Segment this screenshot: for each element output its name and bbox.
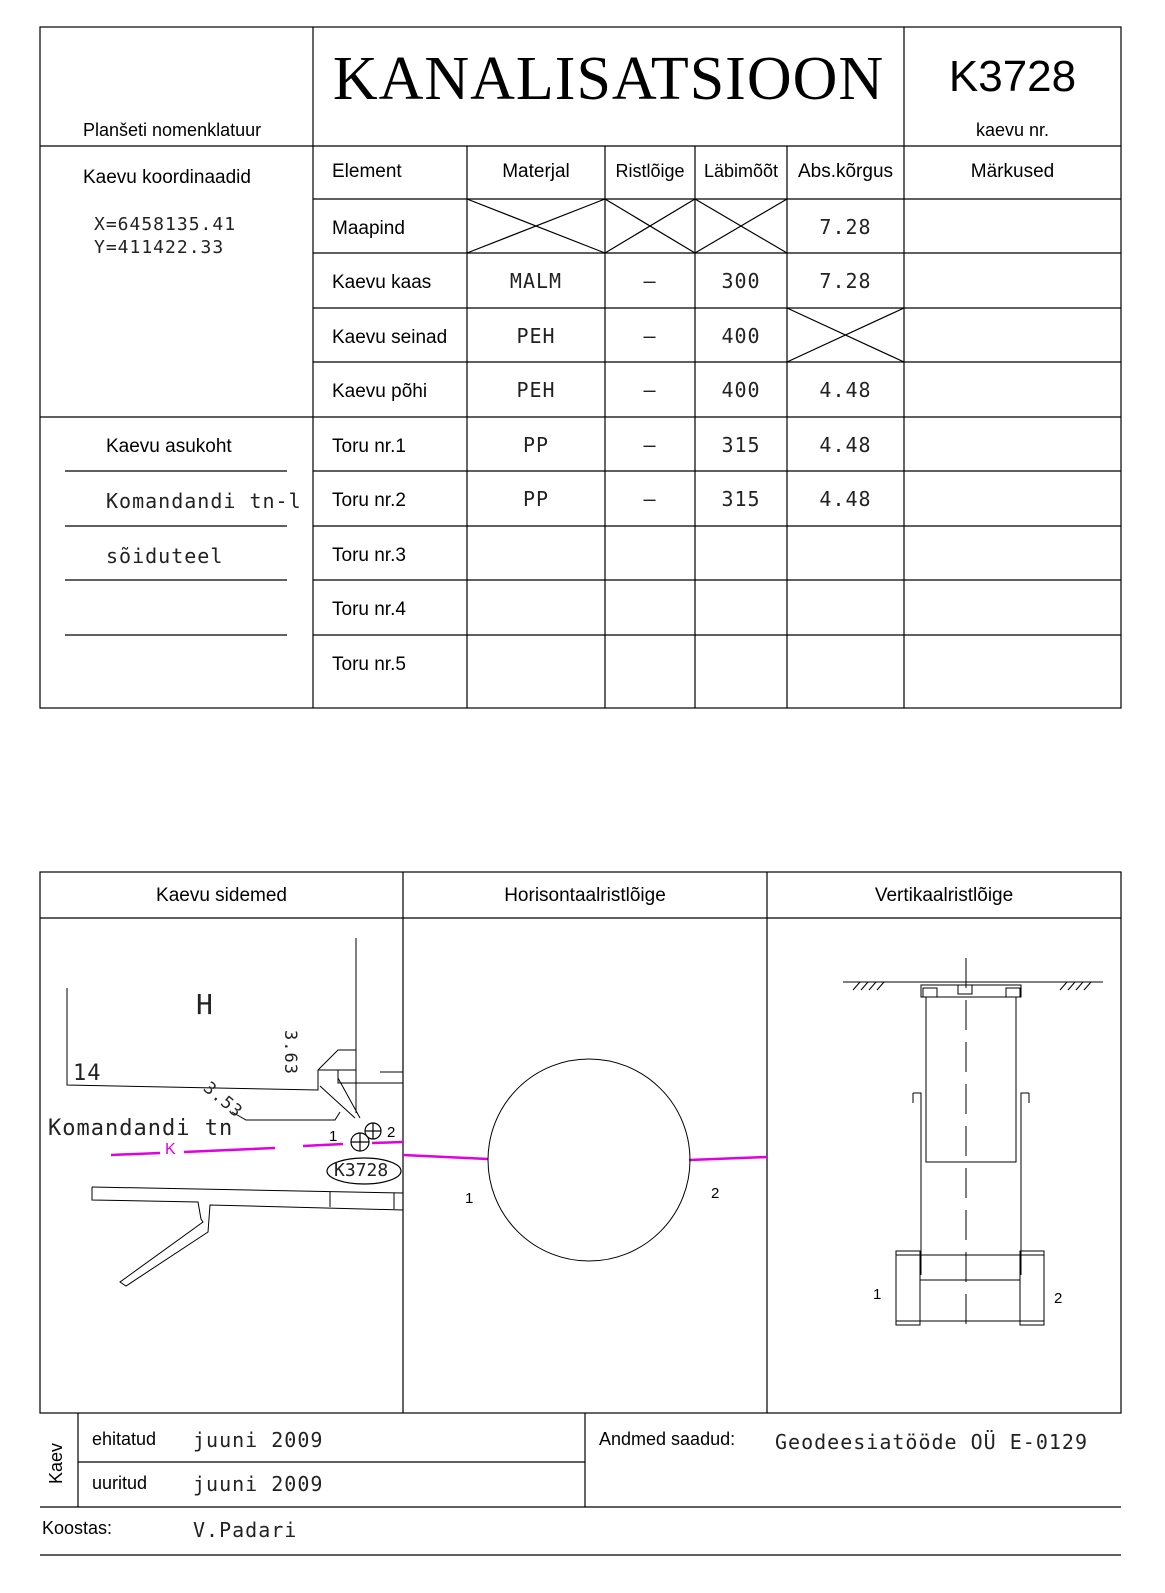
street-label: Komandandi tn [48,1116,234,1141]
table-row-label: Toru nr.5 [332,654,406,675]
table-row-label: Maapind [332,218,405,239]
table-cell: 315 [721,433,761,457]
column-header: Läbimõõt [703,161,779,181]
table-cell: 4.48 [819,378,872,402]
map-pipe-2: 2 [387,1124,396,1141]
table-cell: – [643,378,657,402]
column-header: Märkused [970,161,1055,182]
table-cell: MALM [509,269,563,293]
coordinates-label: Kaevu koordinaadid [83,167,251,188]
coordinate-x: X=6458135.41 [94,214,237,235]
house-number: 14 [73,1061,102,1086]
well-id: K3728 [948,52,1077,101]
table-cell: 4.48 [819,487,872,511]
location-line-1: Komandandi tn-l [106,489,302,513]
vertical-pipe-1: 1 [873,1286,882,1303]
table-row-label: Kaevu seinad [332,327,448,348]
built-value: juuni 2009 [193,1428,324,1452]
table-cell: 315 [721,487,761,511]
table-cell: – [643,324,657,348]
table-cell: 400 [721,324,761,348]
well-tag: K3728 [334,1160,389,1181]
table-cell: 4.48 [819,433,872,457]
table-cell: PEH [516,324,556,348]
column-header: Abs.kõrgus [797,161,894,182]
table-row-label: Toru nr.3 [332,545,406,566]
column-header: Ristlõige [615,161,685,181]
links-title: Kaevu sidemed [156,885,287,906]
table-row-label: Toru nr.4 [332,599,406,620]
building-label: H [196,988,214,1021]
data-source-value: Geodeesiatööde OÜ E-0129 [775,1430,1088,1454]
table-cell: 300 [721,269,761,293]
column-header: Element [332,161,402,182]
well-no-label: kaevu nr. [975,120,1050,140]
pipe-type-label: K [165,1141,176,1158]
vertical-title: Vertikaalristlõige [874,885,1014,906]
table-cell: 7.28 [819,215,872,239]
horizontal-title: Horisontaalristlõige [504,885,666,906]
location-label: Kaevu asukoht [106,436,232,457]
table-cell: PP [522,487,550,511]
table-cell: – [643,433,657,457]
location-line-2: sõiduteel [106,544,224,568]
kaev-label: Kaev [46,1442,66,1484]
map-pipe-1: 1 [329,1128,338,1145]
horizontal-pipe-1: 1 [465,1190,474,1207]
page-title: KANALISATSIOON [332,45,885,113]
surveyed-value: juuni 2009 [193,1472,324,1496]
author-value: V.Padari [193,1518,298,1542]
dimension-2: 3.53 [199,1078,247,1123]
table-row-label: Kaevu põhi [332,381,428,402]
data-source-label: Andmed saadud: [599,1429,736,1449]
nomenclature-label: Planšeti nomenklatuur [83,120,262,140]
table-cell: – [643,269,657,293]
table-cell: 7.28 [819,269,872,293]
table-cell: PP [522,433,550,457]
surveyed-label: uuritud [92,1473,148,1493]
coordinate-y: Y=411422.33 [94,237,225,258]
dimension-1: 3.63 [280,1030,300,1075]
table-cell: 400 [721,378,761,402]
table-cell: PEH [516,378,556,402]
column-header: Materjal [502,161,570,182]
author-label: Koostas: [42,1518,113,1538]
table-cell: – [643,487,657,511]
horizontal-pipe-2: 2 [711,1185,720,1202]
table-row-label: Toru nr.2 [332,490,406,511]
vertical-pipe-2: 2 [1054,1290,1063,1307]
table-row-label: Kaevu kaas [332,272,432,293]
table-row-label: Toru nr.1 [332,436,406,457]
built-label: ehitatud [92,1429,157,1449]
